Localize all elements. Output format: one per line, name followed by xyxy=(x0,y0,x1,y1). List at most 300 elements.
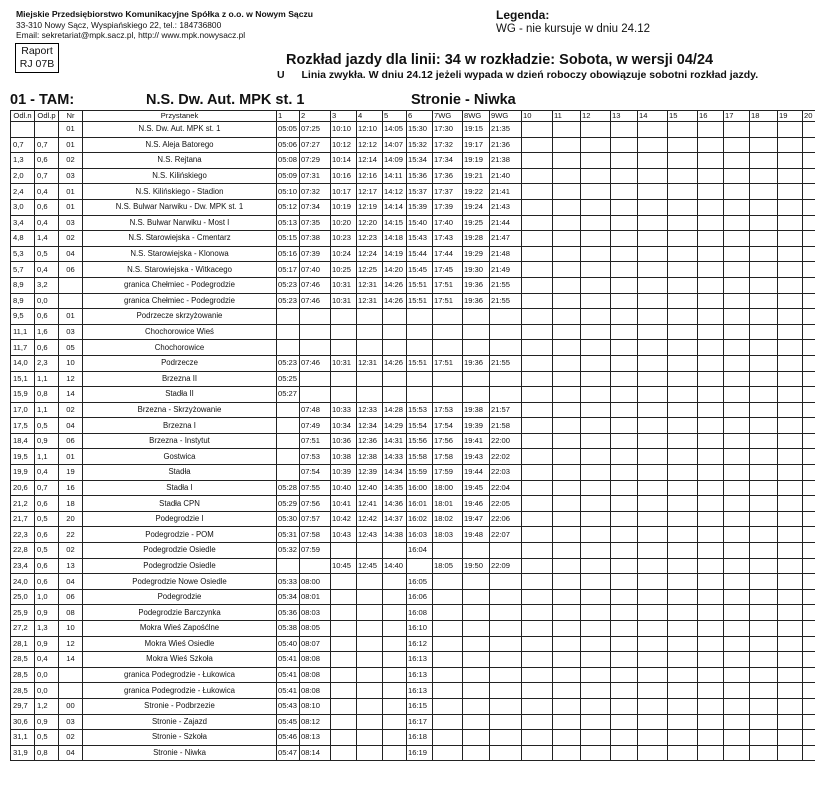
departure-time: 19:38 xyxy=(463,402,490,418)
departure-time: 05:12 xyxy=(277,199,300,215)
departure-time: 21:40 xyxy=(490,168,522,184)
empty-cell xyxy=(803,402,815,418)
empty-cell xyxy=(611,652,638,668)
departure-time: 10:45 xyxy=(331,558,357,574)
empty-cell xyxy=(581,621,611,637)
empty-cell xyxy=(638,324,668,340)
distance-partial: 0,9 xyxy=(35,433,59,449)
empty-cell xyxy=(698,667,724,683)
departure-time: 05:41 xyxy=(277,667,300,683)
empty-cell xyxy=(581,262,611,278)
empty-cell xyxy=(724,402,750,418)
empty-cell xyxy=(522,714,553,730)
departure-time xyxy=(490,714,522,730)
empty-cell xyxy=(724,122,750,138)
departure-time xyxy=(300,340,331,356)
distance-total: 17,0 xyxy=(11,402,35,418)
empty-cell xyxy=(611,355,638,371)
departure-time xyxy=(463,589,490,605)
departure-time: 05:47 xyxy=(277,745,300,761)
stop-name: Stronie - Zajazd xyxy=(83,714,277,730)
empty-cell xyxy=(581,652,611,668)
empty-cell xyxy=(803,714,815,730)
empty-cell xyxy=(803,636,815,652)
departure-time: 10:33 xyxy=(331,402,357,418)
distance-partial: 0,7 xyxy=(35,137,59,153)
empty-cell xyxy=(750,574,778,590)
departure-time: 07:46 xyxy=(300,293,331,309)
empty-cell xyxy=(778,698,803,714)
departure-time: 21:36 xyxy=(490,137,522,153)
departure-time: 15:51 xyxy=(407,355,433,371)
empty-cell xyxy=(638,698,668,714)
empty-cell xyxy=(698,231,724,247)
empty-cell xyxy=(638,168,668,184)
empty-cell xyxy=(581,122,611,138)
empty-cell xyxy=(668,449,698,465)
departure-time xyxy=(433,745,463,761)
distance-partial: 3,2 xyxy=(35,277,59,293)
departure-time: 07:34 xyxy=(300,199,331,215)
departure-time: 12:40 xyxy=(357,480,383,496)
departure-time: 21:49 xyxy=(490,262,522,278)
stop-number: 06 xyxy=(59,589,83,605)
distance-partial: 0,0 xyxy=(35,683,59,699)
empty-cell xyxy=(522,277,553,293)
departure-time xyxy=(433,730,463,746)
departure-time: 14:07 xyxy=(383,137,407,153)
departure-time xyxy=(383,387,407,403)
distance-total: 20,6 xyxy=(11,480,35,496)
departure-time: 10:42 xyxy=(331,511,357,527)
empty-cell xyxy=(553,667,581,683)
empty-cell xyxy=(803,543,815,559)
empty-cell xyxy=(778,293,803,309)
empty-cell xyxy=(522,215,553,231)
table-row xyxy=(11,433,815,449)
empty-cell xyxy=(522,667,553,683)
empty-cell xyxy=(668,605,698,621)
departure-time: 19:28 xyxy=(463,231,490,247)
departure-time: 14:26 xyxy=(383,277,407,293)
empty-cell xyxy=(698,558,724,574)
departure-time xyxy=(383,730,407,746)
empty-cell xyxy=(803,511,815,527)
departure-time: 07:38 xyxy=(300,231,331,247)
empty-cell xyxy=(668,137,698,153)
stop-name: Podegrodzie xyxy=(83,589,277,605)
empty-cell xyxy=(698,340,724,356)
line-description xyxy=(277,69,758,81)
empty-cell xyxy=(611,714,638,730)
empty-cell xyxy=(638,543,668,559)
stop-number: 01 xyxy=(59,184,83,200)
empty-cell xyxy=(638,683,668,699)
distance-partial: 0,6 xyxy=(35,574,59,590)
table-row xyxy=(11,543,815,559)
empty-cell xyxy=(522,527,553,543)
departure-time: 12:16 xyxy=(357,168,383,184)
distance-total: 1,3 xyxy=(11,153,35,169)
stop-number: 01 xyxy=(59,449,83,465)
empty-cell xyxy=(724,246,750,262)
departure-time: 15:56 xyxy=(407,433,433,449)
empty-cell xyxy=(611,589,638,605)
departure-time: 05:16 xyxy=(277,246,300,262)
empty-cell xyxy=(522,621,553,637)
departure-time: 19:17 xyxy=(463,137,490,153)
departure-time: 19:45 xyxy=(463,480,490,496)
departure-time xyxy=(331,371,357,387)
empty-cell xyxy=(668,527,698,543)
table-row xyxy=(11,511,815,527)
empty-cell xyxy=(724,605,750,621)
departure-time xyxy=(490,605,522,621)
departure-time: 10:43 xyxy=(331,527,357,543)
departure-time xyxy=(433,605,463,621)
empty-cell xyxy=(750,309,778,325)
departure-time: 21:41 xyxy=(490,184,522,200)
empty-cell xyxy=(553,683,581,699)
departure-time: 05:34 xyxy=(277,589,300,605)
departure-time xyxy=(463,387,490,403)
empty-cell xyxy=(522,558,553,574)
stop-number: 19 xyxy=(59,465,83,481)
empty-cell xyxy=(638,262,668,278)
column-header: 6 xyxy=(407,111,433,122)
empty-cell xyxy=(778,277,803,293)
empty-cell xyxy=(698,168,724,184)
departure-time: 16:06 xyxy=(407,589,433,605)
empty-cell xyxy=(611,184,638,200)
empty-cell xyxy=(698,122,724,138)
departure-time: 22:02 xyxy=(490,449,522,465)
departure-time: 19:36 xyxy=(463,355,490,371)
departure-time: 16:13 xyxy=(407,683,433,699)
departure-time xyxy=(407,324,433,340)
departure-time xyxy=(383,543,407,559)
legend-title: Legenda: xyxy=(496,8,550,22)
distance-total: 17,5 xyxy=(11,418,35,434)
departure-time: 15:30 xyxy=(407,122,433,138)
distance-partial xyxy=(35,122,59,138)
departure-time xyxy=(433,636,463,652)
empty-cell xyxy=(522,402,553,418)
empty-cell xyxy=(522,184,553,200)
column-header: 10 xyxy=(522,111,553,122)
departure-time: 12:31 xyxy=(357,293,383,309)
empty-cell xyxy=(803,355,815,371)
departure-time: 05:17 xyxy=(277,262,300,278)
distance-partial: 0,6 xyxy=(35,153,59,169)
departure-time xyxy=(357,543,383,559)
distance-partial: 1,1 xyxy=(35,371,59,387)
empty-cell xyxy=(778,543,803,559)
distance-total: 28,5 xyxy=(11,667,35,683)
empty-cell xyxy=(803,418,815,434)
departure-time xyxy=(490,683,522,699)
empty-cell xyxy=(611,418,638,434)
stop-number: 06 xyxy=(59,433,83,449)
empty-cell xyxy=(724,698,750,714)
empty-cell xyxy=(778,418,803,434)
empty-cell xyxy=(698,199,724,215)
departure-time: 08:14 xyxy=(300,745,331,761)
empty-cell xyxy=(522,137,553,153)
empty-cell xyxy=(724,199,750,215)
distance-total: 8,9 xyxy=(11,293,35,309)
empty-cell xyxy=(522,698,553,714)
empty-cell xyxy=(638,511,668,527)
empty-cell xyxy=(724,465,750,481)
report-code: RJ 07B xyxy=(19,58,55,70)
empty-cell xyxy=(581,340,611,356)
departure-time: 05:45 xyxy=(277,714,300,730)
departure-time xyxy=(490,543,522,559)
departure-time xyxy=(277,340,300,356)
departure-time: 19:24 xyxy=(463,199,490,215)
empty-cell xyxy=(611,433,638,449)
empty-cell xyxy=(611,199,638,215)
distance-total: 22,8 xyxy=(11,543,35,559)
empty-cell xyxy=(522,480,553,496)
departure-time xyxy=(383,589,407,605)
empty-cell xyxy=(750,153,778,169)
table-row xyxy=(11,293,815,309)
empty-cell xyxy=(668,355,698,371)
empty-cell xyxy=(724,652,750,668)
departure-time xyxy=(357,324,383,340)
departure-time xyxy=(357,652,383,668)
empty-cell xyxy=(638,714,668,730)
empty-cell xyxy=(581,698,611,714)
departure-time xyxy=(463,730,490,746)
departure-time: 05:40 xyxy=(277,636,300,652)
departure-time xyxy=(463,324,490,340)
column-header: 15 xyxy=(668,111,698,122)
empty-cell xyxy=(668,387,698,403)
departure-time: 17:54 xyxy=(433,418,463,434)
departure-time: 21:55 xyxy=(490,277,522,293)
departure-time: 08:03 xyxy=(300,605,331,621)
empty-cell xyxy=(611,293,638,309)
departure-time xyxy=(357,714,383,730)
departure-time xyxy=(331,621,357,637)
departure-time: 14:12 xyxy=(383,184,407,200)
distance-partial: 0,6 xyxy=(35,309,59,325)
departure-time: 05:15 xyxy=(277,231,300,247)
distance-total: 28,5 xyxy=(11,683,35,699)
empty-cell xyxy=(638,605,668,621)
departure-time xyxy=(277,324,300,340)
empty-cell xyxy=(750,605,778,621)
departure-time xyxy=(383,605,407,621)
departure-time: 15:32 xyxy=(407,137,433,153)
stop-name: Stadła II xyxy=(83,387,277,403)
stop-number: 03 xyxy=(59,324,83,340)
distance-partial: 0,6 xyxy=(35,527,59,543)
empty-cell xyxy=(638,418,668,434)
empty-cell xyxy=(522,262,553,278)
distance-total: 15,9 xyxy=(11,387,35,403)
empty-cell xyxy=(522,449,553,465)
empty-cell xyxy=(668,418,698,434)
empty-cell xyxy=(638,465,668,481)
departure-time xyxy=(463,652,490,668)
empty-cell xyxy=(638,449,668,465)
empty-cell xyxy=(778,683,803,699)
empty-cell xyxy=(553,433,581,449)
distance-partial: 2,3 xyxy=(35,355,59,371)
empty-cell xyxy=(522,293,553,309)
column-header: 20 xyxy=(803,111,815,122)
departure-time xyxy=(463,371,490,387)
table-row xyxy=(11,527,815,543)
departure-time: 17:39 xyxy=(433,199,463,215)
empty-cell xyxy=(638,667,668,683)
distance-total: 21,7 xyxy=(11,511,35,527)
empty-cell xyxy=(724,215,750,231)
table-row xyxy=(11,122,815,138)
departure-time xyxy=(383,371,407,387)
table-row xyxy=(11,418,815,434)
empty-cell xyxy=(522,371,553,387)
empty-cell xyxy=(724,371,750,387)
empty-cell xyxy=(778,402,803,418)
empty-cell xyxy=(803,199,815,215)
empty-cell xyxy=(724,730,750,746)
departure-time: 18:05 xyxy=(433,558,463,574)
departure-time: 17:45 xyxy=(433,262,463,278)
empty-cell xyxy=(750,511,778,527)
departure-time: 22:00 xyxy=(490,433,522,449)
empty-cell xyxy=(522,652,553,668)
departure-time: 16:12 xyxy=(407,636,433,652)
empty-cell xyxy=(553,277,581,293)
timetable xyxy=(10,110,815,761)
departure-time: 15:37 xyxy=(407,184,433,200)
departure-time: 12:24 xyxy=(357,246,383,262)
empty-cell xyxy=(611,605,638,621)
empty-cell xyxy=(668,698,698,714)
departure-time: 16:10 xyxy=(407,621,433,637)
departure-time: 10:24 xyxy=(331,246,357,262)
departure-time: 12:12 xyxy=(357,137,383,153)
empty-cell xyxy=(778,371,803,387)
empty-cell xyxy=(581,199,611,215)
departure-time xyxy=(331,714,357,730)
departure-time xyxy=(463,714,490,730)
empty-cell xyxy=(803,433,815,449)
departure-time: 07:54 xyxy=(300,465,331,481)
distance-total: 30,6 xyxy=(11,714,35,730)
empty-cell xyxy=(638,589,668,605)
table-row xyxy=(11,558,815,574)
empty-cell xyxy=(611,246,638,262)
empty-cell xyxy=(724,543,750,559)
distance-partial: 0,5 xyxy=(35,246,59,262)
empty-cell xyxy=(522,309,553,325)
empty-cell xyxy=(522,574,553,590)
stop-name: granica Podegrodzie - Łukowica xyxy=(83,667,277,683)
departure-time: 05:30 xyxy=(277,511,300,527)
distance-total: 21,2 xyxy=(11,496,35,512)
empty-cell xyxy=(698,418,724,434)
empty-cell xyxy=(778,137,803,153)
empty-cell xyxy=(724,558,750,574)
table-row xyxy=(11,496,815,512)
empty-cell xyxy=(522,511,553,527)
empty-cell xyxy=(553,153,581,169)
departure-time xyxy=(357,621,383,637)
empty-cell xyxy=(803,277,815,293)
report-box xyxy=(15,43,59,73)
column-header: 18 xyxy=(750,111,778,122)
departure-time: 08:05 xyxy=(300,621,331,637)
empty-cell xyxy=(638,215,668,231)
empty-cell xyxy=(778,636,803,652)
table-row xyxy=(11,137,815,153)
departure-time xyxy=(331,589,357,605)
empty-cell xyxy=(553,387,581,403)
departure-time: 19:48 xyxy=(463,527,490,543)
column-header: Odl.n xyxy=(11,111,35,122)
empty-cell xyxy=(581,231,611,247)
departure-time: 14:40 xyxy=(383,558,407,574)
departure-time: 17:44 xyxy=(433,246,463,262)
stop-number: 06 xyxy=(59,262,83,278)
page-title: Rozkład jazdy dla linii: 34 w rozkładzie: Sobota, w wersji 04/24 xyxy=(286,52,714,68)
empty-cell xyxy=(698,480,724,496)
departure-time: 12:20 xyxy=(357,215,383,231)
departure-time: 07:57 xyxy=(300,511,331,527)
column-header: 9WG xyxy=(490,111,522,122)
departure-time: 19:22 xyxy=(463,184,490,200)
departure-time: 12:23 xyxy=(357,231,383,247)
empty-cell xyxy=(553,558,581,574)
departure-time: 22:07 xyxy=(490,527,522,543)
empty-cell xyxy=(750,558,778,574)
empty-cell xyxy=(638,621,668,637)
stop-number: 20 xyxy=(59,511,83,527)
departure-time xyxy=(433,714,463,730)
column-header: 19 xyxy=(778,111,803,122)
empty-cell xyxy=(778,496,803,512)
departure-time: 07:56 xyxy=(300,496,331,512)
empty-cell xyxy=(803,153,815,169)
distance-total: 9,5 xyxy=(11,309,35,325)
empty-cell xyxy=(803,730,815,746)
empty-cell xyxy=(611,309,638,325)
distance-partial: 0,7 xyxy=(35,168,59,184)
table-row xyxy=(11,387,815,403)
empty-cell xyxy=(778,605,803,621)
departure-time xyxy=(490,636,522,652)
departure-time: 07:29 xyxy=(300,153,331,169)
empty-cell xyxy=(698,277,724,293)
empty-cell xyxy=(778,324,803,340)
empty-cell xyxy=(581,355,611,371)
empty-cell xyxy=(553,730,581,746)
departure-time xyxy=(300,387,331,403)
departure-time: 17:56 xyxy=(433,433,463,449)
departure-time: 07:40 xyxy=(300,262,331,278)
departure-time xyxy=(383,698,407,714)
empty-cell xyxy=(803,496,815,512)
distance-total: 28,1 xyxy=(11,636,35,652)
departure-time xyxy=(357,667,383,683)
table-row xyxy=(11,340,815,356)
